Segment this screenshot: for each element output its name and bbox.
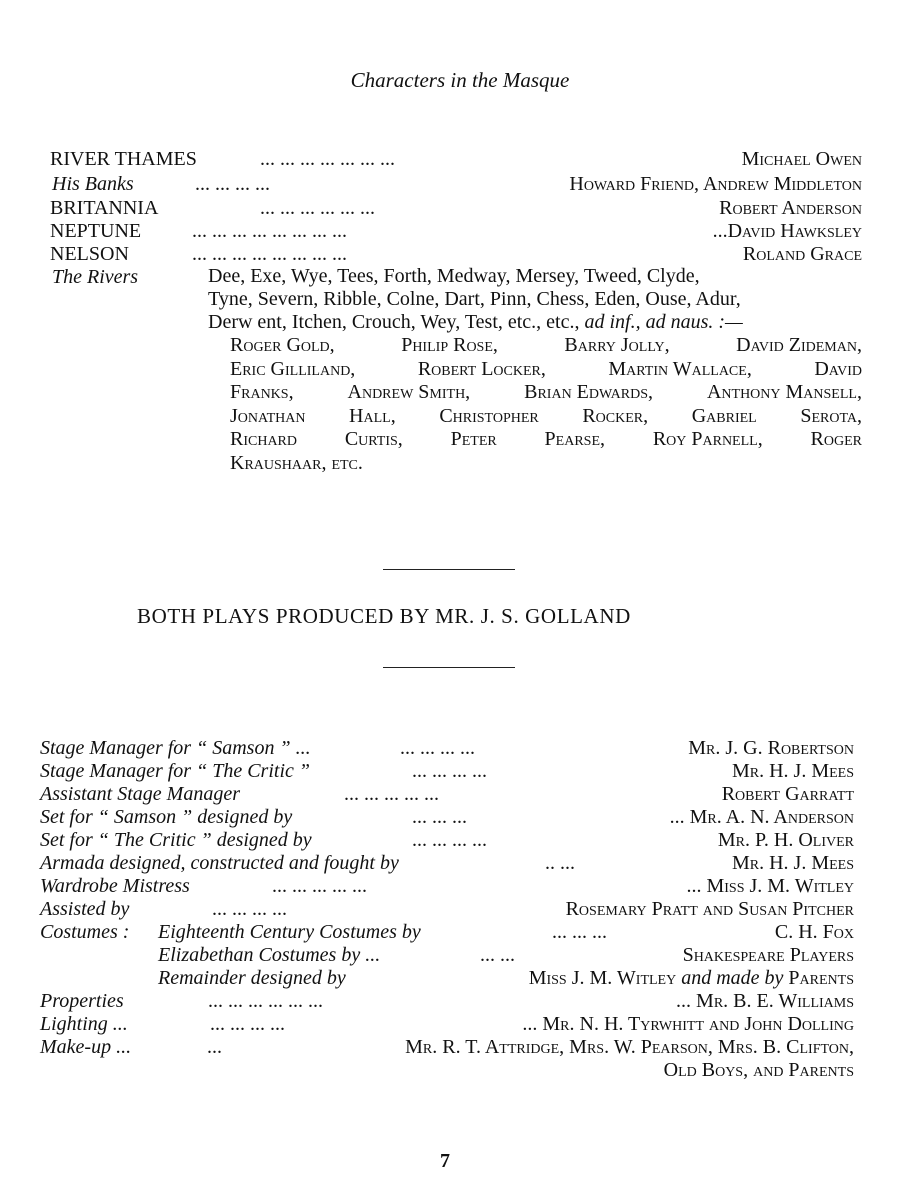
leader-dots: ... ... ... ... ... xyxy=(272,875,367,897)
leader-dots: ... ... ... ... xyxy=(400,737,475,759)
performers-line: Jonathan Hall, Christopher Rocker, Gabriel Serota, xyxy=(230,404,862,427)
crew-name: Robert Garratt xyxy=(721,783,854,805)
crew-role: Stage Manager for “ The Critic ” xyxy=(40,760,311,782)
crew-name: Mr. P. H. Oliver xyxy=(717,829,854,851)
cast-actor: ...David Hawksley xyxy=(712,220,862,242)
leader-dots: ... ... ... ... ... xyxy=(344,783,439,805)
leader-dots: ... ... ... ... xyxy=(195,173,270,195)
crew-role: Set for “ The Critic ” designed by xyxy=(40,829,312,851)
crew-role: Remainder designed by xyxy=(158,967,346,989)
crew-name: Old Boys, and Parents xyxy=(663,1059,854,1081)
crew-name: Mr. H. J. Mees xyxy=(731,852,854,874)
crew-role: Armada designed, constructed and fought by xyxy=(40,852,399,874)
crew-role: Stage Manager for “ Samson ” ... xyxy=(40,737,311,759)
produced-by-line: BOTH PLAYS PRODUCED BY MR. J. S. GOLLAND xyxy=(137,604,631,628)
rivers-line: Dee, Exe, Wye, Tees, Forth, Medway, Mersey, Tweed, Clyde, xyxy=(208,265,700,287)
crew-role: Set for “ Samson ” designed by xyxy=(40,806,293,828)
rivers-line: Tyne, Severn, Ribble, Colne, Dart, Pinn, Chess, Eden, Ouse, Adur, xyxy=(208,288,741,310)
cast-role: The Rivers xyxy=(52,266,139,288)
crew-role: Make-up ... xyxy=(40,1036,132,1058)
leader-dots: ... ... ... ... ... ... ... xyxy=(260,148,395,170)
leader-dots: ... ... ... ... ... ... xyxy=(208,990,323,1012)
leader-dots: ... ... ... ... ... ... ... ... xyxy=(192,243,347,265)
crew-name: Mr. R. T. Attridge, Mrs. W. Pearson, Mrs. B. Clifton, xyxy=(405,1036,854,1058)
crew-name: C. H. Fox xyxy=(774,921,854,943)
cast-role: BRITANNIA xyxy=(50,197,159,219)
crew-role: Eighteenth Century Costumes by xyxy=(158,921,421,943)
crew-name: Mr. H. J. Mees xyxy=(731,760,854,782)
cast-actor: Roland Grace xyxy=(742,243,862,265)
divider-rule xyxy=(383,569,515,570)
cast-role: NELSON xyxy=(50,243,129,265)
cast-role: His Banks xyxy=(52,173,134,195)
leader-dots: .. ... xyxy=(545,852,575,874)
performers-line: Kraushaar, etc. xyxy=(230,451,363,474)
crew-name: Rosemary Pratt and Susan Pitcher xyxy=(565,898,854,920)
crew-role: Assistant Stage Manager xyxy=(40,783,240,805)
crew-role: Assisted by xyxy=(40,898,130,920)
crew-name: Shakespeare Players xyxy=(682,944,854,966)
crew-name: Mr. J. G. Robertson xyxy=(688,737,854,759)
leader-dots: ... ... ... ... xyxy=(212,898,287,920)
cast-role: RIVER THAMES xyxy=(50,148,197,170)
leader-dots: ... ... ... ... xyxy=(210,1013,285,1035)
leader-dots: ... ... ... ... ... ... ... ... xyxy=(192,220,347,242)
crew-name: ... Mr. B. E. Williams xyxy=(676,990,854,1012)
leader-dots: ... xyxy=(207,1036,222,1058)
crew-name: ... Miss J. M. Witley xyxy=(686,875,854,897)
rivers-names xyxy=(208,265,862,334)
crew-role: Lighting ... xyxy=(40,1013,128,1035)
leader-dots: ... ... ... ... xyxy=(412,760,487,782)
crew-role: Elizabethan Costumes by ... xyxy=(158,944,381,966)
page-heading: Characters in the Masque xyxy=(350,68,570,92)
performers-line: Richard Curtis, Peter Pearse, Roy Parnell, Roger xyxy=(230,428,862,450)
leader-dots: ... ... xyxy=(480,944,515,966)
page-number: 7 xyxy=(440,1150,450,1172)
leader-dots: ... ... ... ... xyxy=(412,829,487,851)
cast-actor: Michael Owen xyxy=(741,148,862,170)
performers-line: Eric Gilliland, Robert Locker, Martin Wallace, David xyxy=(230,357,862,380)
rivers-line: Derw ent, Itchen, Crouch, Wey, Test, etc., etc., ad inf., ad naus. :— xyxy=(208,311,743,333)
leader-dots: ... ... ... xyxy=(552,921,607,943)
leader-dots: ... ... ... ... ... ... xyxy=(260,197,375,219)
cast-role: NEPTUNE xyxy=(50,220,142,242)
crew-role: Wardrobe Mistress xyxy=(40,875,190,897)
cast-actor: Howard Friend, Andrew Middleton xyxy=(569,173,862,195)
crew-name: ... Mr. A. N. Anderson xyxy=(669,806,854,828)
costumes-label: Costumes : xyxy=(40,921,130,943)
crew-name: Miss J. M. Witley and made by Parents xyxy=(528,967,854,989)
performers-line: Roger Gold, Philip Rose, Barry Jolly, David Zideman, xyxy=(230,334,862,356)
rivers-performers xyxy=(230,334,862,475)
cast-actor: Robert Anderson xyxy=(719,197,862,219)
leader-dots: ... ... ... xyxy=(412,806,467,828)
performers-line: Franks, Andrew Smith, Brian Edwards, Anthony Mansell, xyxy=(230,381,862,403)
divider-rule xyxy=(383,667,515,668)
crew-name: ... Mr. N. H. Tyrwhitt and John Dolling xyxy=(522,1013,854,1035)
crew-role: Properties xyxy=(40,990,124,1012)
